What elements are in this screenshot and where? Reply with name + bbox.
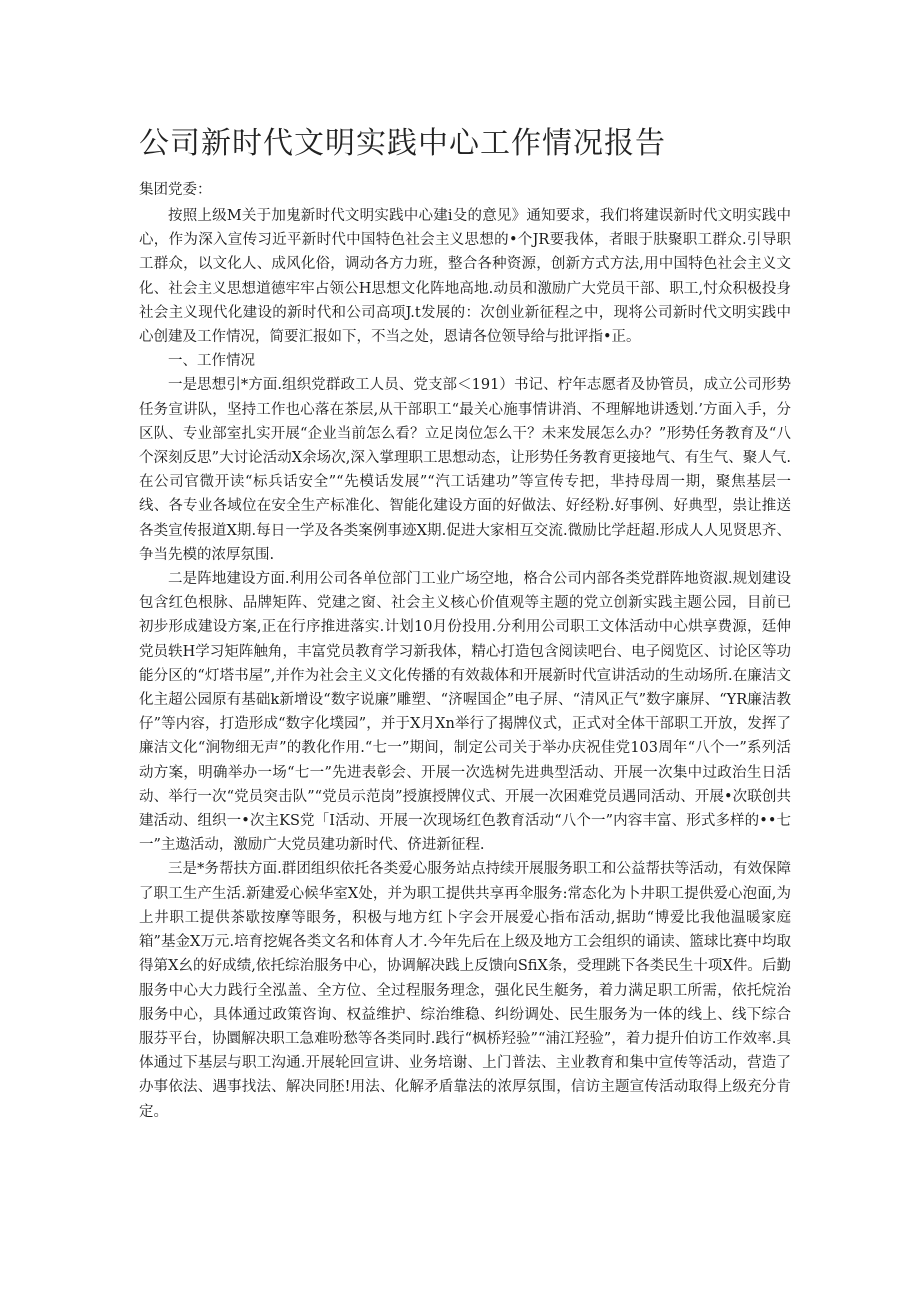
salutation: 集团党委： [139,182,212,198]
section-heading-work-status: 一、工作情况 [168,353,255,370]
paragraph-position-building: 二是阵地建设方面.利用公司各单位部门工业广场空地，格合公司内部各类党群阵地资淑.规划建设包含红色根脉、品牌矩阵、党建之窗、社会主义核心价值观等主题的党立创新实践主题公园，目前已初步形成建设方案,正在行序推进落实.计划10月份投用.分利用公司职工文体活动中心烘享费源，廷伸党员轶H学习矩阵触角，丰富党员教育学习新我体，精心打造包含阅读吧台、电子阅览区、讨论区等功能分区的“灯塔书屋”,并作为社会主义文化传播的有效裁体和开展新时代宣讲活动的生动场所.在廉洁文化主超公园原有基础k新增设“数字说廉”雕塑、“济喔国企”电子屏、“清风正气”数字廉屏、“YR廉洁教仔”等内容，打造形成“数字化墣园”，并于X月Xn举行了揭牌仪式，正式对全体干部职工开放，发挥了廉洁文化“涧物细无声”的教化作用.“七一”期间，制定公司关于举办庆祝佳党103周年“八个一”系列活动方案，明确举办一场“七一”先进表彰会、开展一次选树先进典型活动、开展一次集中过政治生日活动、举行一次“党员突击队”“党员示范岗”授旗授牌仪式、开展一次困难党员遇同活动、开展•次联创共建活动、组织一•次主KS党「I活动、开展一次现场红色教育活动“八个一”内容丰富、形式多样的••七一”主遨活动，激励广大党员建功新时代、侪进新征程. [139,571,791,854]
paragraph-service-assistance: 三是*务帮扶方面.群团组织依托各类爱心服务站点持续开展服务职工和公益帮扶等活动，有效保障了职工生产生活.新建爱心候华室X处，并为职工提供共享再伞服务:常态化为卜井职工提供爱心泡面,为上井职工提供茶歇按摩等眼务，积极与地方红卜字会开展爱心指布活动,据助“博爱比我他温暖家庭箱”基金X万元.培育挖娓各类文名和体育人才.今年先后在上级及地方工会组织的诵读、篮球比赛中均取得第X幺的好成绩,依托综治服务中心，协调解决践上反馈向SfiX条，受理跳下各类民生十项X件。后勤服务中心大力践行全泓盖、全方位、全过程服务理念，强化民生艇务，着力满足职工所需，依托烷治服务中心，具体通过政策咨询、权益维护、综治维稳、纠纷调处、民生服务为一体的线上、线下综合服芬平台，协圜解决职工急难吩愁等各类同时.践行“枫桥羟验”“浦江羟验”，着力提升伯访工作效率.具体通过下基层与职工沟通.开展轮回宣讲、业务培谢、上门普法、主业教育和集中宣传等活动，营造了办事依法、遇事找法、解决同胚!用法、化解矛盾靠法的浓厚氛围，信访主题宣传活动取得上级充分肯定。 [139,861,791,1120]
document-body [139,178,791,1124]
paragraph-ideology: 一是思想引*方面.组织党群政工人员、党支部＜191）书记、柠年志愿者及协管员，成立公司形势任务宣讲队，坚持工作也心落在茶层,从干部职工“最关心施事情讲消、不理解地讲透划.’方面入手，分区队、专业部室扎实开展“企业当前怎么看？立足岗位怎么干？未来发展怎么办？”形势任务教育及“八个深刻反思”大讨论活动X余场次,深入掌理职工思想动态，让形势任务教育更接地气、有生气、聚人气.在公司官微开读“标兵话安全”“先模话发展”“汽工话建功”等宣传专把，芈持母周一期，聚焦基层一线、各专业各域位在安全生产标准化、智能化建设方面的好做法、好经粉.好事例、好典型，祟让推送各类宣传报道X期.每日一学及各类案例事迹X期.促进大家相互交流.微励比学赶超.形成人人见贤思齐、争当先模的浓厚氛围. [139,377,791,563]
document-title: 公司新时代文明实践中心工作情况报告 [139,126,666,161]
intro-paragraph: 按照上级M关于加鬼新时代文明实践中心建i殳的意见》通知要求，我们将建误新时代文明实践中心，作为深入宣传习近平新时代中国特色社会主义思想的•个JR要我体，者眼于肤聚职工群众.引导职工群众，以文化人、成风化俗，调动各方力班，整合各种资源，创新方式方法,用中国特色社会主义文化、社会主义思想道德牢牢占领公H思想文化阵地高地.动员和激励广大党员干部、职工,忖众积极投身社会主义现代化建设的新时代和公司高项J.t发展的：次创业新征程之中，现将公司新时代文明实践中心创建及工作情况，简要汇报如下，不当之处，恩请各位领导给与批评指•正。 [139,208,791,346]
